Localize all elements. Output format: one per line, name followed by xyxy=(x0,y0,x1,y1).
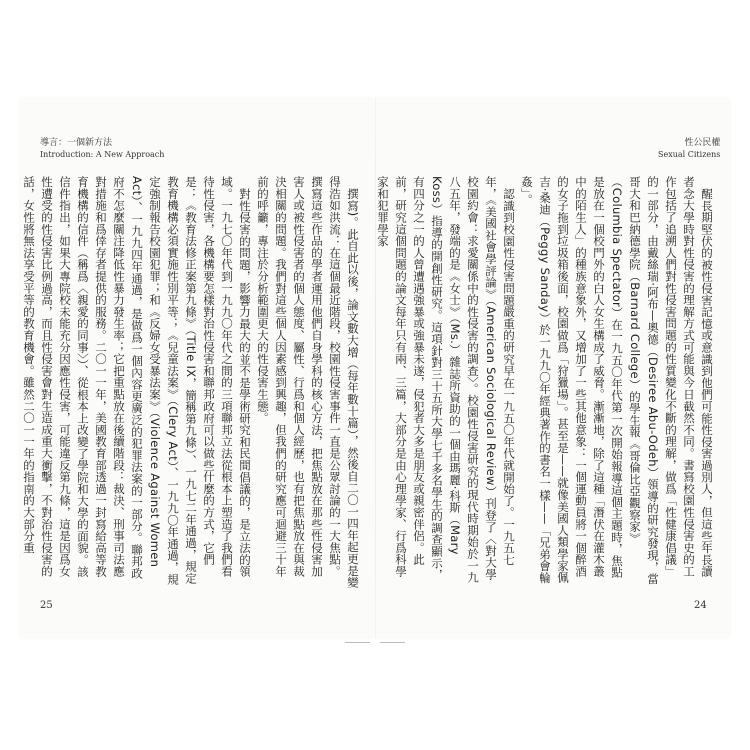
right-running-header xyxy=(658,137,720,161)
left-header-en: Introduction: A New Approach xyxy=(40,150,165,159)
right-header-zh: 性公民權 xyxy=(684,138,721,148)
right-paragraph-2: 認識到校園性侵害問題嚴重的研究早在一九五〇年代就開始了。一九五七年，《美國社會學評論》（American Sociological Review）刊登了〈對大學校園約會：求愛關係中的性侵害的調查〉。校園性侵害研究的現代時期始於一九八五年，發端的是《女士》（Ms.）雜誌所資助的一個由瑪麗·科斯（Mary Koss）指導的開創性研究。這項針對三十五所大學七千多名學生的調查顯示，有四分之一的人曾遭遇強暴或強暴未遂，侵犯者大多是朋友或親密伴侶。此前，研究這個問題的論文每年只有兩、三篇，大部分是由心理學家、行爲科學家和犯罪學家 xyxy=(376,176,516,584)
left-header-zh: 導言：一個新方法 xyxy=(40,138,113,148)
left-paragraph-1: 撰寫)。此自此以後，論文數大增（每年數十篇），然後自二〇一四年起更是變得浩如洪流：在這個最近階段，校園性侵害事件一直是公眾討論的一大焦點。撰寫這些作品的學者運用他們自身學科的核心方法，把焦點放在那些性侵害加害人或被性侵害者的個人態度、屬性、行爲和個人經歷，也有把焦點放在與裁決相關的問題。我們對這些個人因素感到興趣，但我們的研究應可迴避三十年前的呼籲，專注於分析範圍更大的性侵害生態。 xyxy=(256,176,360,588)
bottom-crop-mark xyxy=(345,642,370,643)
right-page-number: 24 xyxy=(694,600,707,611)
right-page-body xyxy=(376,176,716,588)
left-running-header xyxy=(40,137,164,161)
left-page-number: 25 xyxy=(40,600,53,611)
right-header-en: Sexual Citizens xyxy=(658,150,721,159)
left-paragraph-2: 對性侵害的問題，影響力最大的並不是學術研究和民間倡議的，是立法的領域。一九七〇年代到一九九〇年代之間的三項聯邦立法從根本上塑造了我們看待性侵害，各機構要怎樣對治性侵害和聯邦政府可以做些什麼的方式，它們是：《教育法修正案第九條》（Title IX，簡稱第九條）、一九七二年通過，規定教育機構必須實施性別平等；《兒童法案》（Clery Act）、一九九〇年通過，規定強制報告校園犯罪；和《反婦女受暴法案》（Violence Against Women Act）、一九九四年通過，是做爲一個內容更廣泛的犯罪法案的一部分。聯邦政府不怎麼關注降低性暴力發生率；它把重點放在後續階段：裁決、刑事司法應對措施和爲倖存者提供的服務。二〇一一年，美國教育部透過一封寫給高等教育機構的信件（稱爲〈親愛的同事〉）、從根本上改變了學院和大學的面貌。該信件指出，如果大專院校未能充分因應性侵害，可能違反第九條，這是因爲女性遭受的性侵害比例過高，而且性侵害會對生造成重大衝擊，不對治性侵害的話，女性將無法享受平等的教育機會。雖然二〇一一年的指南的大部分重 xyxy=(22,176,252,585)
left-page-body xyxy=(22,176,362,588)
bottom-crop-mark xyxy=(380,642,405,643)
right-paragraph-1: 醒長期堅伏的被性侵害記憶或意識到他們可能性侵害過別人，但這些年長讀者念大學時對性侵害的理解方式可能與今日截然不同。書寫校園性侵害史的工作包括了追溯人們對性侵害問題的性質變化不斷的理解，做爲「性健康倡議」的一部分，由戴絲瑞·阿布—奧德（Desiree Abu-Odeh）領導的研究發現，當哥大和巴納德學院（Barnard College）的學生報《哥倫比亞觀察家》（Columbia Spectator）在一九五〇年代第一次開始報導這個主題時，焦點是放在一個校門外的白人女生構成了威脅。漸漸地，除了這種「潛伏在灌木叢中的陌生人」的種族意象外，又增加了一些其他意象：一個運動員將一個醉酒的女子拖到垃圾箱後面，校園做爲「狩獵場」。甚至是——就像美國人類學家佩吉·桑迪（Peggy Sanday）於一九九〇年經典著作的書名一樣——「兄弟會輪姦」。 xyxy=(520,176,714,585)
